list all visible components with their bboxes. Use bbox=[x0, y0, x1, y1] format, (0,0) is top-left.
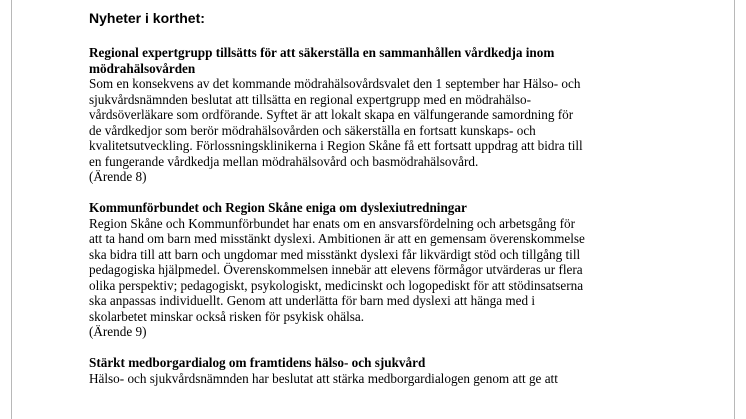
article-body-line: pedagogiska hjälpmedel. Överenskommelsen innebär att elevens förmågor utvärderas ur flera bbox=[89, 262, 583, 277]
article-reference: (Ärende 9) bbox=[89, 324, 147, 339]
article-title-line: Kommunförbundet och Region Skåne eniga om dyslexiutredningar bbox=[89, 200, 467, 215]
article-body-line: sjukvårdsnämnden beslutat att tillsätta en regional expertgrupp med en mödrahälso- bbox=[89, 91, 532, 107]
article-title bbox=[89, 45, 689, 76]
news-article bbox=[89, 355, 689, 386]
page-border-right bbox=[734, 0, 735, 419]
article-body-line: olika perspektiv; pedagogiskt, psykologiskt, medicinskt och logopediskt för att stödinsatserna bbox=[89, 277, 584, 293]
article-title-line: Regional expertgrupp tillsätts för att säkerställa en sammanhållen vårdkedja inom bbox=[89, 45, 555, 60]
article-body-line: att ta hand om barn med misstänkt dyslexi. Ambitionen är att en gemensam överenskommelse bbox=[89, 231, 585, 246]
article-body-line: de vårdkedjor som berör mödrahälsovården och säkerställa en fortsatt kunskaps- och bbox=[89, 122, 536, 138]
article-body bbox=[89, 371, 689, 387]
article-title-line: Stärkt medborgardialog om framtidens hälso- och sjukvård bbox=[89, 355, 426, 370]
article-body-line: en fungerande vårdkedja mellan mödrahälsovård och basmödrahälsovård. bbox=[89, 153, 479, 169]
article-title-line: mödrahälsovården bbox=[89, 60, 196, 76]
article-title bbox=[89, 355, 689, 371]
page-border-left bbox=[11, 0, 12, 419]
article-body-line: ska anpassas individuellt. Genom att underlätta för barn med dyslexi att hänga med i bbox=[89, 293, 536, 308]
article-title bbox=[89, 200, 689, 216]
article-body-line: ska bidra till att barn och ungdomar med misstänkt dyslexi får likvärdigt stöd och tillgång till bbox=[89, 246, 581, 262]
news-article bbox=[89, 45, 689, 185]
article-body bbox=[89, 216, 689, 325]
section-heading: Nyheter i korthet: bbox=[89, 10, 205, 26]
article-body-line: vårdsöverläkare som ordförande. Syftet är att lokalt skapa en välfungerande samordning för bbox=[89, 107, 574, 122]
article-body-line: Som en konsekvens av det kommande mödrahälsovårdsvalet den 1 september har Hälso- och bbox=[89, 76, 581, 91]
document-content bbox=[89, 9, 689, 402]
article-body-line: kvalitetsutveckling. Förlossningsklinikerna i Region Skåne få ett fortsatt uppdrag att bidra till bbox=[89, 138, 583, 153]
article-reference: (Ärende 8) bbox=[89, 169, 147, 184]
article-body-line: Hälso- och sjukvårdsnämnden har beslutat att stärka medborgardialogen genom att ge att bbox=[89, 370, 558, 386]
article-body-line: Region Skåne och Kommunförbundet har enats om en ansvarsfördelning och arbetsgång för bbox=[89, 215, 575, 231]
article-body-line: skolarbetet minskar också risken för psykisk ohälsa. bbox=[89, 308, 365, 324]
news-article bbox=[89, 200, 689, 340]
article-body bbox=[89, 76, 689, 169]
